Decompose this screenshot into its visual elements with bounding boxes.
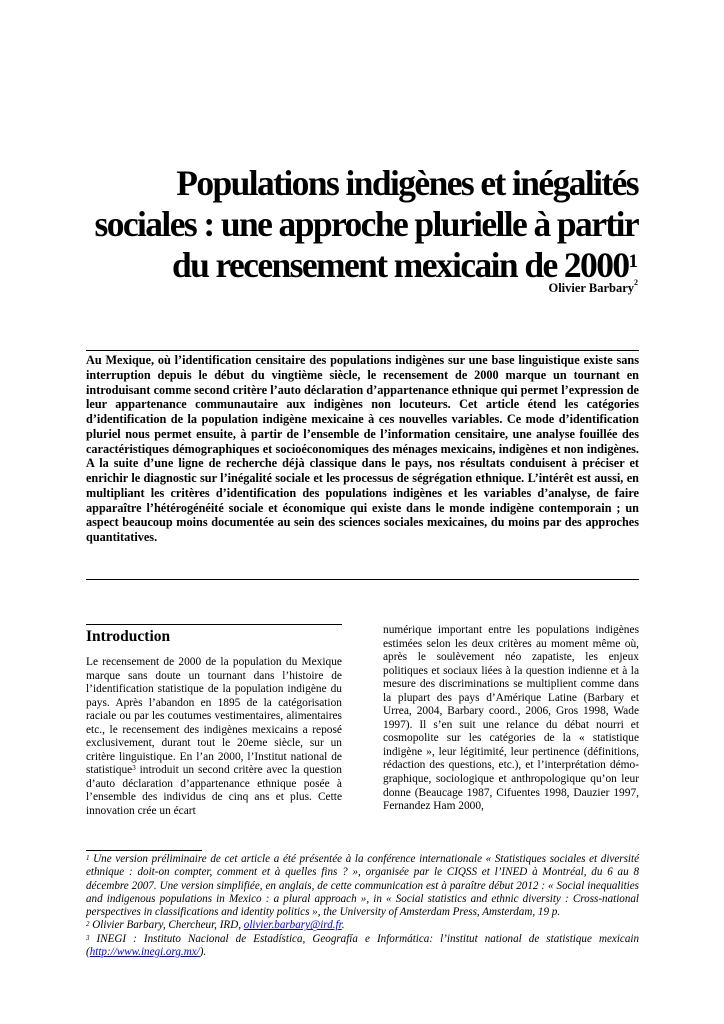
inegi-url-link[interactable]: http://www.inegi.org.mx/ [89,946,200,959]
footnote-separator [86,850,202,851]
paper-title [78,163,638,286]
right-column-paragraph: numérique important entre les populations indigènes estimées selon les deux critères au moment même où, après le soulèvement néo zapatiste, les enjeux politiques et sociaux liées à la question indienne et à la mesure des discriminations se multiplient comme dans la plupart des pays d’Amérique Latine (Barbary et Urrea, 2004, Barbary coord., 2006, Gros 1998, Wade 1997). Il s’en suit une relance du débat nourri et cosmopolite sur les catégories de la « statistique indigène », leur légitimité, leur pertinence (définitions, rédaction des questions, etc.), et l’interprétation démo-graphique, sociologique et anthropologique qu’on leur donne (Beaucage 1987, Cifuentes 1998, Dauzier 1997, Fernandez Ham 2000, [383,624,639,813]
footnote-2 [86,919,639,932]
footnote-3-end: ). [199,946,207,959]
footnote-3-marker: 3 [86,933,90,942]
footnote-2-marker: 2 [86,920,90,929]
author-name: Olivier Barbary [548,281,634,295]
footnote-3 [86,933,639,960]
title-footnote-marker: 1 [628,251,638,272]
introduction-rule [86,624,342,625]
introduction-footnote-marker: 3 [132,764,136,773]
introduction-text-part-2: introduit un second critère avec la question d’auto déclaration d’appartenance ethnique posée à l’ensemble des individus de cinq ans et plus. Cette innovation crée un écart [86,764,342,818]
author-footnote-marker: 2 [634,278,638,287]
introduction-paragraph [86,656,342,819]
footnote-2-end: . [341,919,345,932]
title-line-3: du recensement mexicain de 2000 [171,245,629,285]
title-line-1: Populations indigènes et inégalités [176,163,638,203]
footnote-3-text: INEGI : Instituto Nacional de Estadística, Geografía e Informática: l’institut national de statistique mexicain ( [86,932,639,959]
abstract-text: Au Mexique, où l’identification censitaire des populations indigènes sur une base linguistique existe sans interruption depuis le début du vingtième siècle, le recensement de 2000 marque un tournant en introduisant comme second critère l’auto déclaration d’appartenance ethnique qui permet l’expression de leur appartenance communautaire aux indigènes non locuteurs. Cet article étend les catégories d’identification de la population indigène mexicaine à ces nouvelles variables. Ce mode d’identification pluriel nous permet ensuite, à partir de l’ensemble de l’information censitaire, une analyse fouillée des caractéristiques démographiques et socioéconomiques des ménages mexicains, indigènes et non indigènes. A la suite d’une ligne de recherche déjà classique dans le pays, nos résultats conduisent à préciser et enrichir le diagnostic sur l’inégalité sociale et les processus de ségrégation ethnique. L’intérêt est aussi, en multipliant les critères d’identification des populations indigènes et les variables d’analyse, de faire apparaître l’hétérogénéité sociale et économique qui existe dans le monde indigène contemporain ; un aspect beaucoup moins documentée au sein des sciences sociales mexicaines, du moins par des approches quantitatives. [86,353,639,544]
footnote-1-text: Une version préliminaire de cet article a été présentée à la conférence internationale « Statistiques sociales et diversité ethnique : doit-on compter, comment et à quelles fins ? », organisée par le CIQSS et l’INED à Montréal, du 6 au 8 décembre 2007. Une version simplifiée, en anglais, de cette communication est à paraître début 2012 : « Social inequalities and indigenous populations in Mexico : a plural approach », in « Social statistics and ethnic diversity : Cross-national perspectives in classifications and identity politics », the University of Amsterdam Press, Amsterdam, 19 p. [86,853,639,919]
introduction-text-part-1: Le recensement de 2000 de la population du Mexique marque sans doute un tournant dans l’histoire de l’identification statistique de la population indigène du pays. Après l’abandon en 1895 de la catégorisation raciale ou par les coutumes vestimentaires, alimentaires etc., le recensement des indigènes mexicains a reposé exclusivement, durant tout le 20eme siècle, sur un critère linguistique. En l’an 2000, l’Institut national de statistique [86,656,342,777]
introduction-heading: Introduction [86,628,171,645]
author-email-link[interactable]: olivier.barbary@ird.fr [243,919,342,932]
footnotes [86,853,639,959]
footnote-1-marker: 1 [86,854,90,862]
author-line [548,278,638,296]
footnote-1 [86,853,639,919]
footnote-2-text: Olivier Barbary, Chercheur, IRD, [89,919,244,932]
title-line-2: sociales : une approche plurielle à partir [94,204,638,244]
